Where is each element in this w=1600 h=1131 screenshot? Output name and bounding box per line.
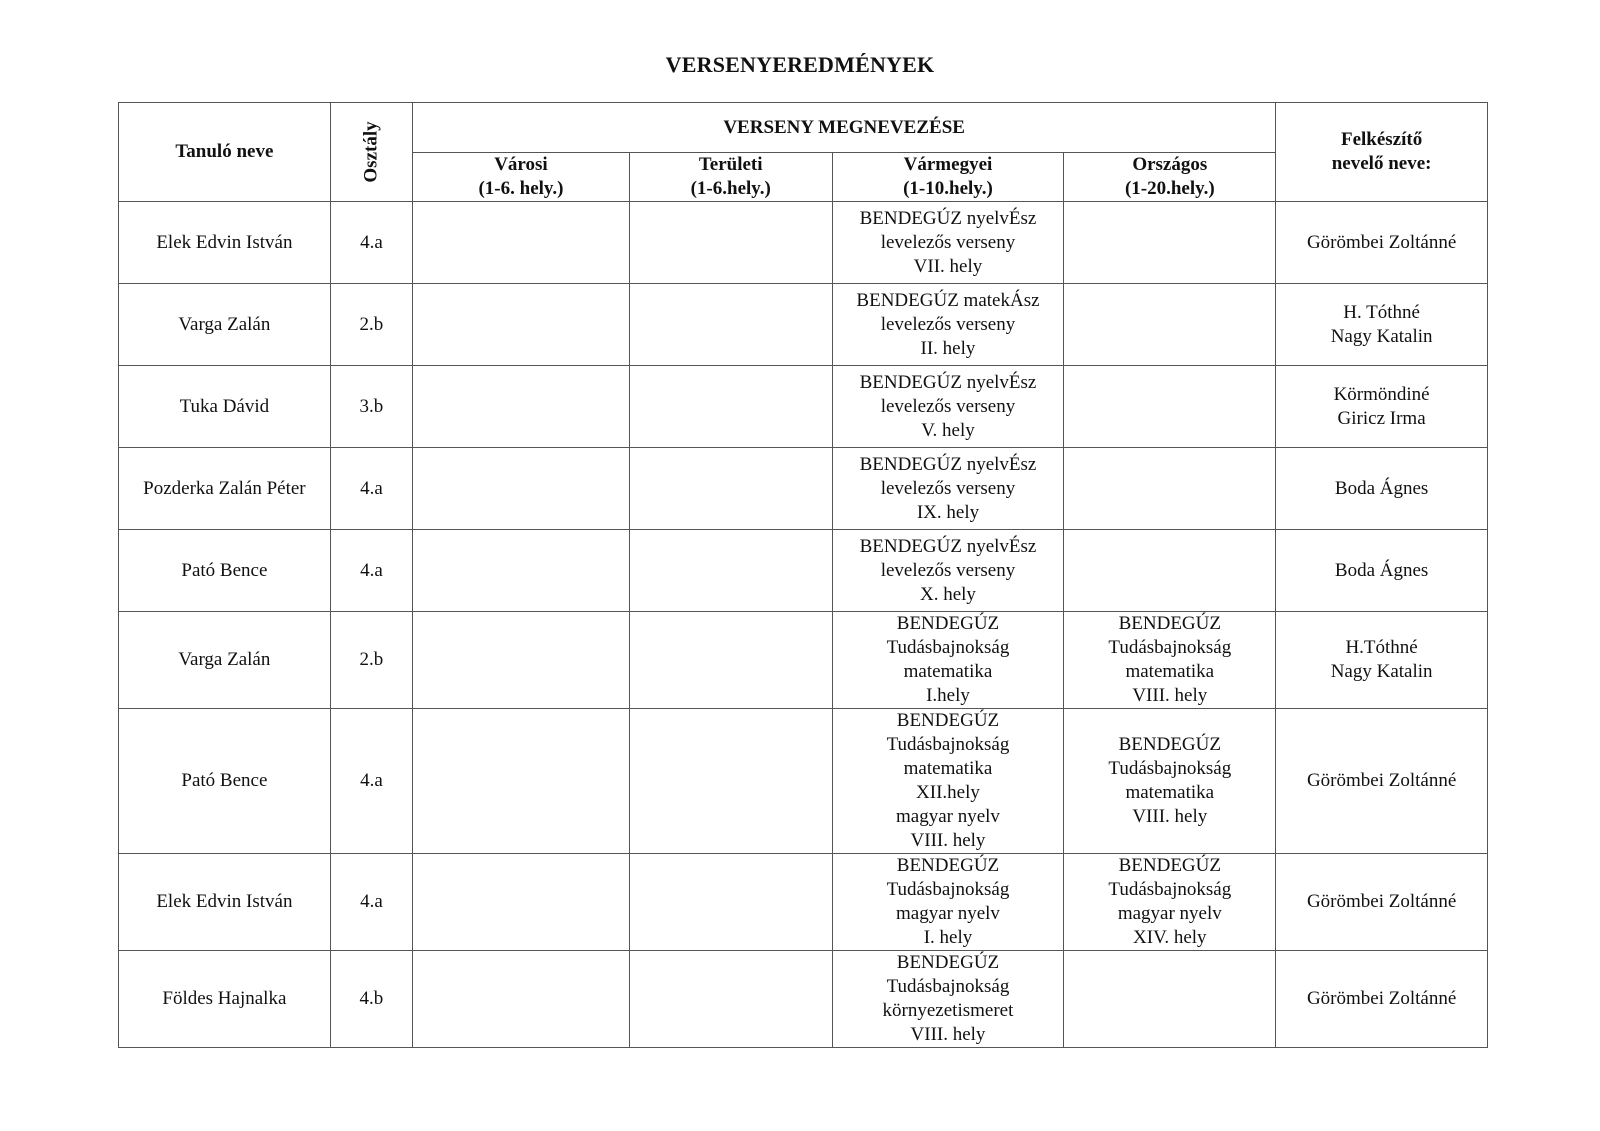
cell-teacher: Görömbei Zoltánné (1276, 854, 1488, 951)
cell-student-name: Varga Zalán (119, 612, 331, 709)
cell-student-name: Pozderka Zalán Péter (119, 448, 331, 530)
cell-teacher: Görömbei Zoltánné (1276, 951, 1488, 1048)
table-row (119, 202, 1488, 284)
cell-class: 4.a (330, 448, 412, 530)
cell-regional (629, 202, 832, 284)
cell-national: BENDEGÚZ Tudásbajnokság matematika VIII. hely (1064, 709, 1276, 854)
cell-city (413, 612, 630, 709)
header-student-name: Tanuló neve (119, 103, 331, 202)
page-title: VERSENYEREDMÉNYEK (665, 52, 935, 77)
header-regional: Területi (1-6.hely.) (629, 153, 832, 202)
cell-city (413, 448, 630, 530)
results-table (118, 102, 1488, 1048)
cell-class: 4.a (330, 202, 412, 284)
cell-class: 4.a (330, 709, 412, 854)
cell-county: BENDEGÚZ nyelvÉsz levelezős verseny X. hely (832, 530, 1064, 612)
cell-county: BENDEGÚZ Tudásbajnokság matematika XII.hely magyar nyelv VIII. hely (832, 709, 1064, 854)
header-teacher: Felkészítő nevelő neve: (1276, 103, 1488, 202)
cell-regional (629, 854, 832, 951)
cell-teacher: Görömbei Zoltánné (1276, 202, 1488, 284)
cell-class: 4.a (330, 854, 412, 951)
header-national: Országos (1-20.hely.) (1064, 153, 1276, 202)
header-competition: VERSENY MEGNEVEZÉSE (413, 103, 1276, 153)
header-county: Vármegyei (1-10.hely.) (832, 153, 1064, 202)
table-row (119, 366, 1488, 448)
cell-class: 2.b (330, 284, 412, 366)
cell-student-name: Pató Bence (119, 709, 331, 854)
table-row (119, 709, 1488, 854)
cell-national (1064, 448, 1276, 530)
table-header (119, 103, 1488, 202)
cell-student-name: Varga Zalán (119, 284, 331, 366)
cell-teacher: Görömbei Zoltánné (1276, 709, 1488, 854)
cell-county: BENDEGÚZ Tudásbajnokság matematika I.hely (832, 612, 1064, 709)
table-row (119, 530, 1488, 612)
cell-teacher: Boda Ágnes (1276, 448, 1488, 530)
cell-national (1064, 530, 1276, 612)
cell-national (1064, 202, 1276, 284)
table-row (119, 854, 1488, 951)
cell-city (413, 284, 630, 366)
cell-student-name: Elek Edvin István (119, 202, 331, 284)
table-row (119, 612, 1488, 709)
table-row (119, 284, 1488, 366)
cell-regional (629, 284, 832, 366)
table-row (119, 448, 1488, 530)
cell-student-name: Tuka Dávid (119, 366, 331, 448)
cell-class: 4.a (330, 530, 412, 612)
header-city: Városi (1-6. hely.) (413, 153, 630, 202)
cell-national: BENDEGÚZ Tudásbajnokság magyar nyelv XIV. hely (1064, 854, 1276, 951)
cell-county: BENDEGÚZ nyelvÉsz levelezős verseny IX. hely (832, 448, 1064, 530)
cell-county: BENDEGÚZ nyelvÉsz levelezős verseny VII. hely (832, 202, 1064, 284)
cell-national (1064, 284, 1276, 366)
cell-national (1064, 366, 1276, 448)
table-row (119, 951, 1488, 1048)
cell-class: 4.b (330, 951, 412, 1048)
cell-regional (629, 530, 832, 612)
cell-county: BENDEGÚZ nyelvÉsz levelezős verseny V. hely (832, 366, 1064, 448)
cell-teacher: H. Tóthné Nagy Katalin (1276, 284, 1488, 366)
cell-city (413, 709, 630, 854)
cell-national (1064, 951, 1276, 1048)
cell-county: BENDEGÚZ Tudásbajnokság magyar nyelv I. hely (832, 854, 1064, 951)
cell-regional (629, 951, 832, 1048)
cell-regional (629, 612, 832, 709)
cell-class: 2.b (330, 612, 412, 709)
cell-city (413, 366, 630, 448)
cell-teacher: Boda Ágnes (1276, 530, 1488, 612)
cell-student-name: Elek Edvin István (119, 854, 331, 951)
cell-regional (629, 366, 832, 448)
header-class-label: Osztály (360, 121, 382, 183)
cell-national: BENDEGÚZ Tudásbajnokság matematika VIII. hely (1064, 612, 1276, 709)
cell-city (413, 854, 630, 951)
cell-city (413, 202, 630, 284)
cell-city (413, 530, 630, 612)
cell-regional (629, 448, 832, 530)
cell-class: 3.b (330, 366, 412, 448)
cell-city (413, 951, 630, 1048)
header-class (330, 103, 412, 202)
cell-county: BENDEGÚZ Tudásbajnokság környezetismeret VIII. hely (832, 951, 1064, 1048)
cell-regional (629, 709, 832, 854)
table-body (119, 202, 1488, 1048)
cell-student-name: Földes Hajnalka (119, 951, 331, 1048)
cell-student-name: Pató Bence (119, 530, 331, 612)
cell-teacher: Körmöndiné Giricz Irma (1276, 366, 1488, 448)
cell-teacher: H.Tóthné Nagy Katalin (1276, 612, 1488, 709)
cell-county: BENDEGÚZ matekÁsz levelezős verseny II. hely (832, 284, 1064, 366)
